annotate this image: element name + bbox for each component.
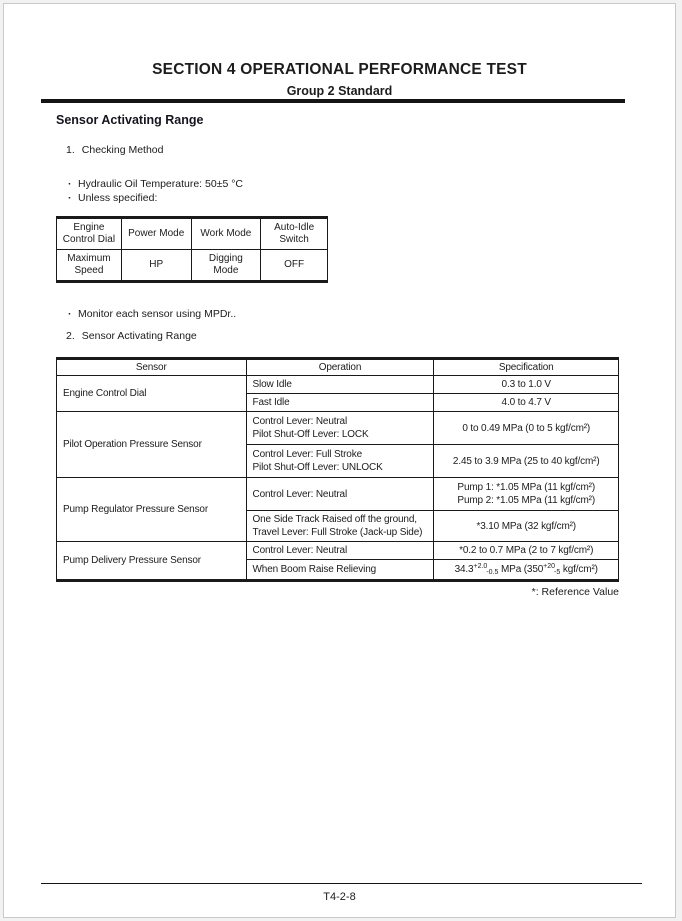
bullet-oil-temperature — [68, 177, 243, 191]
spec-cell: *0.2 to 0.7 MPa (2 to 7 kgf/cm²) — [434, 542, 619, 560]
header-operation: Operation — [246, 359, 434, 376]
bullet-text: Monitor each sensor using MPDr.. — [78, 308, 237, 320]
operation-line: Control Lever: Full Stroke — [252, 449, 362, 460]
operation-cell: Control Lever: Neutral — [246, 542, 434, 560]
value-auto-idle-switch: OFF — [261, 250, 328, 282]
step-label: Sensor Activating Range — [81, 330, 197, 342]
operation-cell — [246, 412, 434, 445]
spec-line: Pump 2: *1.05 MPa (11 kgf/cm²) — [457, 495, 596, 506]
header-auto-idle-switch: Auto-Idle Switch — [261, 218, 328, 250]
header-specification: Specification — [434, 359, 619, 376]
spec-cell: $34.3^{+2.0}_{-0.5}$ MPa ($350^{+20}_{-5}$ kgf/cm²) — [434, 560, 619, 581]
header-engine-control-dial: Engine Control Dial — [57, 218, 122, 250]
sensor-cell: Pilot Operation Pressure Sensor — [57, 412, 247, 478]
step-number: 1. — [66, 144, 75, 156]
table-row — [57, 412, 619, 445]
section-heading: Sensor Activating Range — [56, 113, 204, 127]
spec-line: Pump 1: *1.05 MPa (11 kgf/cm²) — [457, 482, 596, 493]
conditions-header-row — [57, 218, 328, 250]
table-row — [57, 376, 619, 394]
spec-cell: 0 to 0.49 MPa (0 to 5 kgf/cm²) — [434, 412, 619, 445]
footer-rule — [41, 883, 642, 884]
reference-value-footnote: *: Reference Value — [531, 586, 619, 598]
operation-line: Control Lever: Neutral — [252, 416, 348, 427]
spec-cell: 2.45 to 3.9 MPa (25 to 40 kgf/cm²) — [434, 445, 619, 478]
range-header-row — [57, 359, 619, 376]
operation-line: Pilot Shut-Off Lever: UNLOCK — [252, 462, 383, 473]
sensor-cell: Pump Delivery Pressure Sensor — [57, 542, 247, 581]
operation-line: One Side Track Raised off the ground, — [252, 514, 417, 525]
operation-line: Travel Lever: Full Stroke (Jack-up Side) — [252, 527, 423, 538]
step-label: Checking Method — [81, 144, 164, 156]
header-power-mode: Power Mode — [121, 218, 191, 250]
header-sensor: Sensor — [57, 359, 247, 376]
bullet-text: Hydraulic Oil Temperature: 50±5 °C — [78, 178, 244, 190]
bullet-dot: · — [68, 192, 72, 204]
page-number: T4-2-8 — [323, 891, 356, 903]
operation-cell: Fast Idle — [246, 394, 434, 412]
table-row — [57, 478, 619, 511]
page-title: SECTION 4 OPERATIONAL PERFORMANCE TEST — [152, 61, 527, 78]
operating-conditions-table — [56, 216, 328, 283]
bullet-dot: · — [68, 308, 72, 320]
step-sensor-activating-range — [66, 330, 197, 342]
operation-cell — [246, 511, 434, 542]
bullet-dot: · — [68, 178, 72, 190]
sensor-cell: Pump Regulator Pressure Sensor — [57, 478, 247, 542]
value-engine-control-dial: Maximum Speed — [57, 250, 122, 282]
sensor-cell: Engine Control Dial — [57, 376, 247, 412]
header-double-rule — [41, 99, 625, 103]
operation-cell: Slow Idle — [246, 376, 434, 394]
operation-line: Pilot Shut-Off Lever: LOCK — [252, 429, 369, 440]
value-power-mode: HP — [121, 250, 191, 282]
header-work-mode: Work Mode — [191, 218, 261, 250]
table-row — [57, 542, 619, 560]
value-work-mode: Digging Mode — [191, 250, 261, 282]
condition-bullets — [68, 177, 243, 205]
conditions-value-row — [57, 250, 328, 282]
sensor-activating-range-table — [56, 357, 619, 582]
bullet-text: Unless specified: — [78, 192, 158, 204]
operation-cell: Control Lever: Neutral — [246, 478, 434, 511]
step-checking-method — [66, 144, 163, 156]
group-subtitle: Group 2 Standard — [286, 84, 393, 98]
operation-cell — [246, 445, 434, 478]
document-page — [3, 3, 676, 918]
spec-cell: 0.3 to 1.0 V — [434, 376, 619, 394]
spec-cell — [434, 478, 619, 511]
sensor-range-table-wrap — [56, 357, 619, 582]
step-number: 2. — [66, 330, 75, 342]
bullet-monitor-mpdr — [68, 307, 236, 321]
spec-cell: 4.0 to 4.7 V — [434, 394, 619, 412]
spec-cell: *3.10 MPa (32 kgf/cm²) — [434, 511, 619, 542]
operating-conditions-table-wrap — [56, 216, 328, 283]
bullet-unless-specified — [68, 191, 243, 205]
operation-cell: When Boom Raise Relieving — [246, 560, 434, 581]
